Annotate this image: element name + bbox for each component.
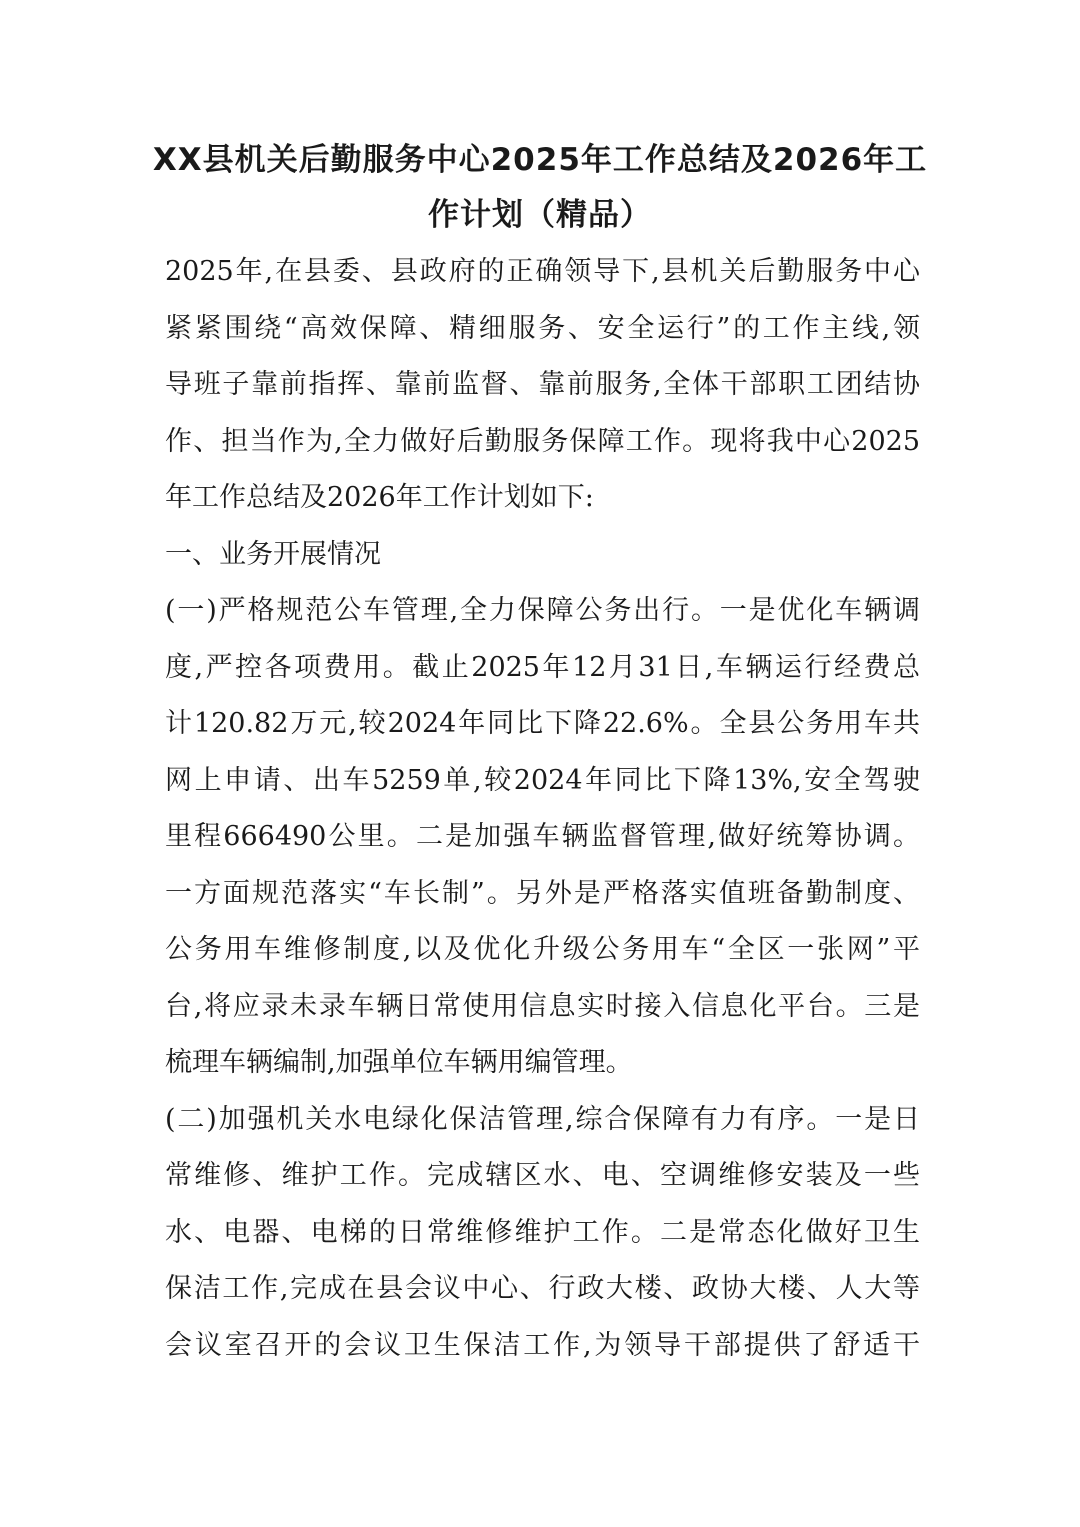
body-text-line: 公务用车维修制度,以及优化升级公务用车“全区一张网”平 xyxy=(165,934,920,965)
body-text-line: 一、业务开展情况 xyxy=(165,538,381,570)
body-text-line: 紧紧围绕“高效保障、精细服务、安全运行”的工作主线,领 xyxy=(165,312,920,344)
body-text-line: 常维修、维护工作。完成辖区水、电、空调维修安装及一些 xyxy=(165,1160,920,1191)
body-text-line: (二)加强机关水电绿化保洁管理,综合保障有力有序。一是日 xyxy=(165,1103,920,1135)
body-text-line: 计120.82万元,较2024年同比下降22.6%。全县公务用车共 xyxy=(165,708,920,739)
body-text-line: 网上申请、出车5259单,较2024年同比下降13%,安全驾驶 xyxy=(165,764,920,796)
body-text-line: 导班子靠前指挥、靠前监督、靠前服务,全体干部职工团结协 xyxy=(165,369,920,400)
body-text-line: 度,严控各项费用。截止2025年12月31日,车辆运行经费总 xyxy=(165,651,920,683)
body-text-line: 梳理车辆编制,加强单位车辆用编管理。 xyxy=(165,1047,633,1078)
body-text-line: 一方面规范落实“车长制”。另外是严格落实值班备勤制度、 xyxy=(165,877,920,909)
body-text-line: 会议室召开的会议卫生保洁工作,为领导干部提供了舒适干 xyxy=(165,1329,920,1361)
body-text-line: (一)严格规范公车管理,全力保障公务出行。一是优化车辆调 xyxy=(165,595,920,626)
body-text-line: 作、担当作为,全力做好后勤服务保障工作。现将我中心2025 xyxy=(165,425,920,457)
body-text-line: 里程666490公里。二是加强车辆监督管理,做好统筹协调。 xyxy=(165,821,920,852)
document-title-line-1: XX县机关后勤服务中心2025年工作总结及2026年工 xyxy=(152,142,928,178)
body-text-line: 保洁工作,完成在县会议中心、行政大楼、政协大楼、人大等 xyxy=(165,1273,920,1304)
body-text-line: 水、电器、电梯的日常维修维护工作。二是常态化做好卫生 xyxy=(165,1216,920,1248)
body-text-line: 年工作总结及2026年工作计划如下: xyxy=(165,482,594,513)
document-title-line-2: 作计划（精品） xyxy=(428,197,652,233)
body-text-line: 台,将应录未录车辆日常使用信息实时接入信息化平台。三是 xyxy=(165,990,920,1022)
body-text-line: 2025年,在县委、县政府的正确领导下,县机关后勤服务中心 xyxy=(165,256,920,287)
